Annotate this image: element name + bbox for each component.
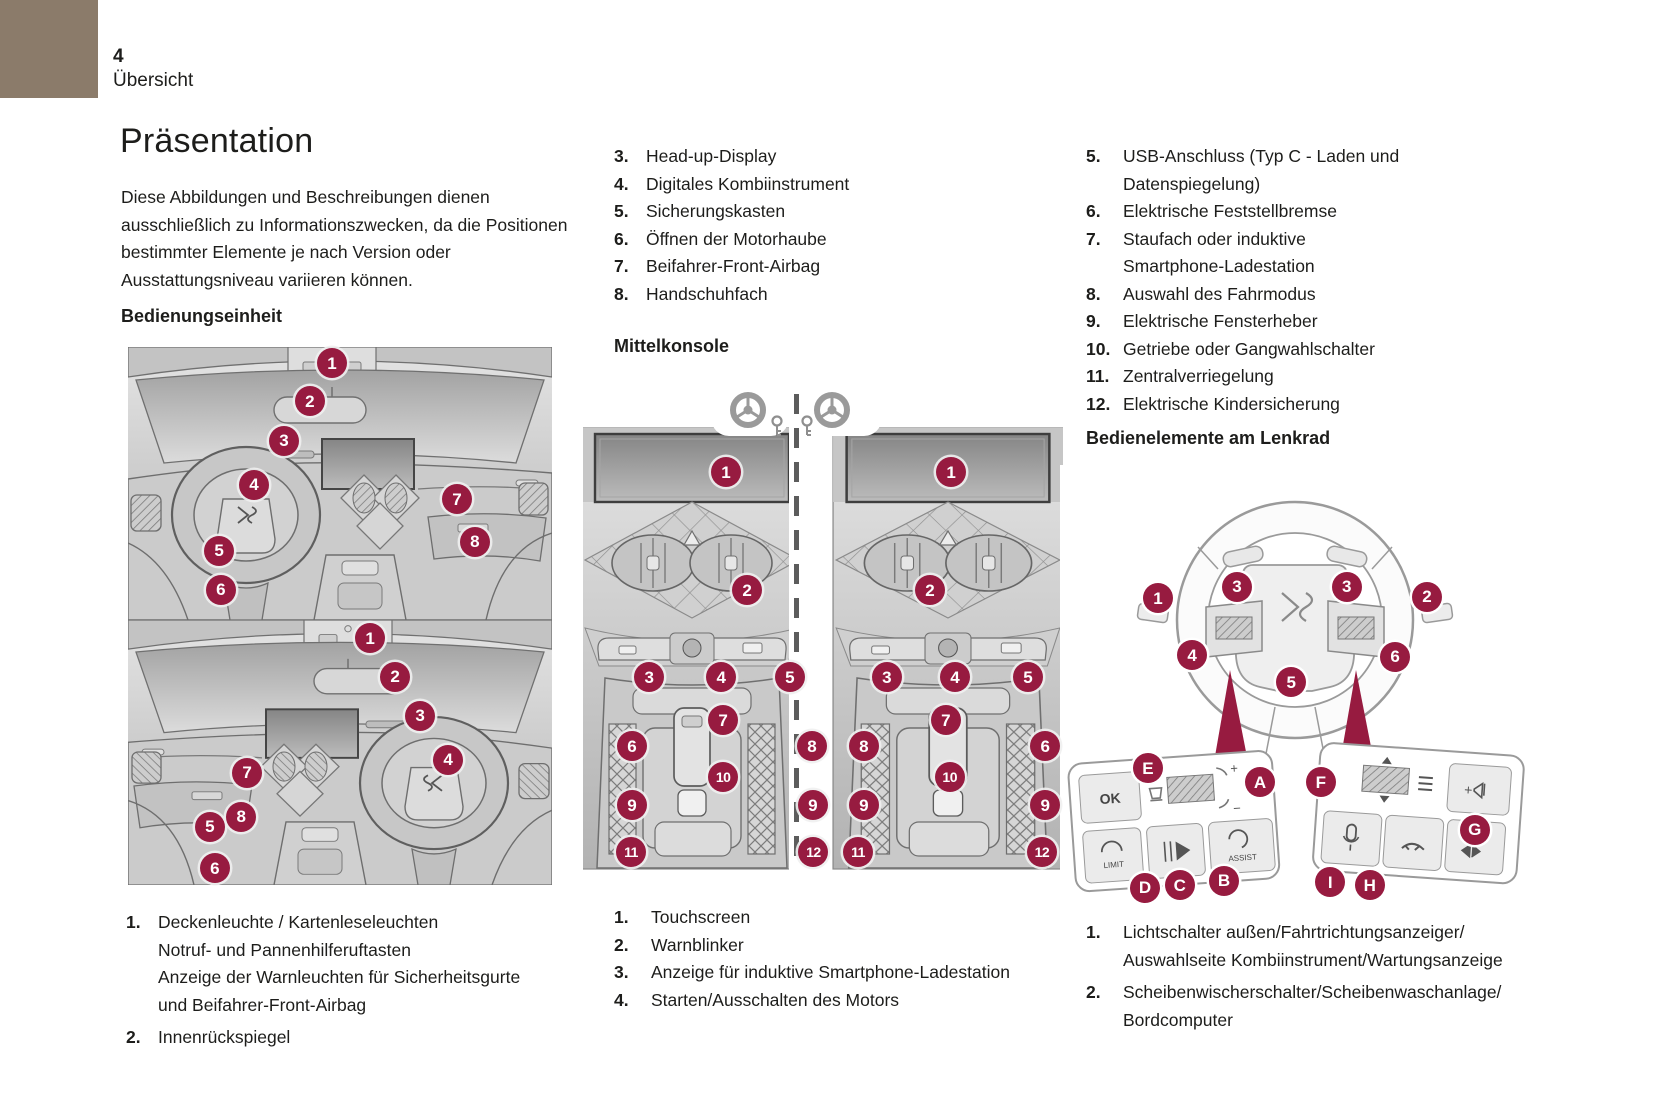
- list-item-number: 8.: [1086, 283, 1101, 304]
- list-item-text: Digitales Kombiinstrument: [646, 173, 850, 194]
- list-item: [1086, 281, 1652, 309]
- list-item-text: Touchscreen: [651, 907, 751, 927]
- list-item-text: Lichtschalter außen/Fahrtrichtungsanzeiger/ Auswahlseite Kombiinstrument/Wartungsanzeige: [1123, 922, 1503, 970]
- list-item-text: Elektrische Kindersicherung: [1123, 393, 1340, 414]
- illustration-center-console: [583, 390, 1063, 870]
- list-item: [614, 198, 1014, 226]
- callout-badge-6: 6: [206, 575, 236, 605]
- callout-badge-3: 3: [872, 662, 902, 692]
- illustration-dashboard-rhd: [128, 620, 552, 885]
- page-title: Präsentation: [120, 122, 314, 160]
- list-item-text: Starten/Ausschalten des Motors: [651, 989, 900, 1010]
- list-item: [614, 904, 1060, 932]
- list-item: [614, 932, 1060, 960]
- list-item-text: Head-up-Display: [646, 146, 777, 166]
- callout-badge-6: 6: [1030, 731, 1060, 761]
- right-thumbwheel: [1338, 617, 1374, 639]
- callout-badge-11: 11: [843, 837, 873, 867]
- list-item-text: Zentralverriegelung: [1123, 366, 1274, 386]
- list-item: [1086, 226, 1652, 281]
- section-label: Übersicht: [113, 70, 194, 91]
- scroll-wheel: [1362, 765, 1410, 794]
- list-item: [1086, 391, 1652, 419]
- callout-badge-3: 3: [405, 701, 435, 731]
- callout-badge-3: 3: [634, 662, 664, 692]
- list-item-number: 1.: [1086, 922, 1101, 942]
- list-item-text: Getriebe oder Gangwahlschalter: [1123, 338, 1375, 359]
- svg-text:+: +: [1463, 781, 1473, 798]
- callout-badge-7: 7: [442, 484, 472, 514]
- list-item: [1086, 336, 1652, 364]
- callout-badge-10: 10: [708, 762, 738, 792]
- dashboard-drawing-mirrored: [128, 620, 552, 885]
- subheading-bedienungseinheit: Bedienungseinheit: [121, 306, 283, 326]
- callout-badge-F: F: [1306, 767, 1336, 797]
- callout-badge-2: 2: [915, 575, 945, 605]
- list-item: [1086, 198, 1652, 226]
- list-item: [1086, 979, 1652, 1034]
- callout-badge-4: 4: [940, 662, 970, 692]
- callout-badge-4: 4: [433, 745, 463, 775]
- callout-badge-I: I: [1315, 867, 1345, 897]
- callout-badge-8: 8: [226, 802, 256, 832]
- subheading-bedienelemente-am-lenkrad: Bedienelemente am Lenkrad: [1086, 428, 1331, 448]
- callout-badge-1: 1: [355, 623, 385, 653]
- legend-list-dashboard-continued: [614, 143, 1014, 308]
- callout-badge-1: 1: [317, 348, 347, 378]
- list-item-text: Handschuhfach: [646, 283, 768, 304]
- callout-badge-2: 2: [1412, 582, 1442, 612]
- list-item-number: 5.: [1086, 146, 1101, 166]
- list-item-number: 5.: [614, 201, 629, 221]
- callout-badge-8: 8: [849, 731, 879, 761]
- list-item-text: Auswahl des Fahrmodus: [1123, 283, 1316, 304]
- list-item-text: Warnblinker: [651, 934, 744, 955]
- callout-badge-4: 4: [706, 662, 736, 692]
- list-item: [614, 143, 1014, 171]
- list-item-number: 2.: [126, 1027, 141, 1047]
- callout-badge-3: 3: [1222, 572, 1252, 602]
- callout-badge-9: 9: [1030, 790, 1060, 820]
- callout-badge-3: 3: [1332, 572, 1362, 602]
- list-item-text: Scheibenwischerschalter/Scheibenwaschanlage/ Bordcomputer: [1123, 982, 1502, 1030]
- subheading-mittelkonsole: Mittelkonsole: [614, 336, 730, 356]
- assist-label: ASSIST: [1228, 852, 1258, 864]
- limit-label: LIMIT: [1103, 859, 1125, 871]
- list-item-number: 3.: [614, 962, 629, 982]
- list-item-number: 1.: [126, 912, 141, 932]
- scroll-wheel: [1167, 774, 1215, 803]
- list-item: [126, 1024, 588, 1052]
- callout-badge-5: 5: [1276, 667, 1306, 697]
- callout-badge-1: 1: [936, 457, 966, 487]
- list-item-number: 12.: [1086, 393, 1111, 414]
- list-item-number: 1.: [614, 907, 629, 927]
- callout-badge-4: 4: [239, 470, 269, 500]
- legend-list-bedienungseinheit: [126, 909, 588, 1052]
- callout-badge-A: A: [1245, 767, 1275, 797]
- list-item: [614, 226, 1014, 254]
- callout-badge-9: 9: [617, 790, 647, 820]
- list-item: [1086, 919, 1652, 974]
- list-item: [614, 171, 1014, 199]
- list-item-number: 11.: [1086, 366, 1110, 386]
- callout-badge-10: 10: [935, 762, 965, 792]
- callout-badge-7: 7: [708, 705, 738, 735]
- callout-badge-8: 8: [460, 527, 490, 557]
- callout-badge-E: E: [1133, 753, 1163, 783]
- list-item: [614, 959, 1060, 987]
- list-item-number: 9.: [1086, 311, 1101, 331]
- list-item: [1086, 143, 1652, 198]
- list-item-text: Innenrückspiegel: [158, 1027, 291, 1047]
- illustration-steering-wheel-controls: [1060, 465, 1650, 900]
- callout-badge-7: 7: [931, 705, 961, 735]
- callout-badge-3: 3: [269, 426, 299, 456]
- callout-badge-H: H: [1355, 870, 1385, 900]
- callout-badge-12: 12: [1027, 837, 1057, 867]
- list-item-number: 10.: [1086, 338, 1111, 359]
- ok-label: OK: [1099, 789, 1122, 808]
- list-item-text: Elektrische Feststellbremse: [1123, 201, 1337, 221]
- list-item-text: Staufach oder induktive Smartphone-Ladestation: [1123, 228, 1315, 276]
- svg-text:−: −: [1232, 800, 1242, 816]
- callout-badge-2: 2: [732, 575, 762, 605]
- callout-badge-6: 6: [617, 731, 647, 761]
- list-item-number: 3.: [614, 146, 629, 166]
- voice-button: [1321, 811, 1382, 867]
- steering-wheel-drawing: [1060, 465, 1650, 900]
- legend-list-mittelkonsole: [614, 904, 1060, 1014]
- callout-badge-5: 5: [204, 536, 234, 566]
- list-item-number: 6.: [614, 228, 629, 249]
- list-item-text: Öffnen der Motorhaube: [646, 228, 827, 249]
- callout-badge-6: 6: [1380, 642, 1410, 672]
- list-item-number: 7.: [1086, 228, 1101, 249]
- callout-badge-7: 7: [232, 758, 262, 788]
- callout-badge-8: 8: [797, 731, 827, 761]
- legend-list-lenkrad: [1086, 919, 1652, 1034]
- legend-list-console-continued: [1086, 143, 1652, 418]
- callout-badge-9: 9: [798, 790, 828, 820]
- callout-badge-B: B: [1209, 866, 1239, 896]
- list-item-number: 7.: [614, 256, 629, 276]
- svg-text:+: +: [1229, 760, 1239, 776]
- list-item-text: Deckenleuchte / Kartenleseleuchten Notruf- und Pannenhilferuftasten Anzeige der Warnleuchten für Sicherheitsgurte und Beifahrer-Front-Airbag: [158, 912, 521, 1015]
- list-item-text: Elektrische Fensterheber: [1123, 311, 1318, 331]
- callout-badge-2: 2: [380, 662, 410, 692]
- list-item: [126, 909, 588, 1019]
- intro-paragraph: Diese Abbildungen und Beschreibungen dienen ausschließlich zu Informationszwecken, da die Positionen bestimmter Elemente je nach Version oder Ausstattungsniveau variieren können.: [121, 187, 568, 290]
- callout-badge-D: D: [1130, 873, 1160, 903]
- list-item: [614, 253, 1014, 281]
- callout-badge-2: 2: [295, 386, 325, 416]
- dashboard-drawing: [128, 347, 552, 620]
- callout-badge-12: 12: [798, 837, 828, 867]
- callout-badge-1: 1: [711, 457, 741, 487]
- right-keypad: [1312, 742, 1524, 884]
- list-item: [1086, 308, 1652, 336]
- list-item-text: Anzeige für induktive Smartphone-Ladestation: [651, 962, 1010, 982]
- list-item-number: 4.: [614, 989, 629, 1010]
- callout-badge-1: 1: [1143, 583, 1173, 613]
- left-thumbwheel: [1216, 617, 1252, 639]
- list-item-text: Sicherungskasten: [646, 201, 786, 221]
- list-item-number: 4.: [614, 173, 629, 194]
- list-item-number: 2.: [614, 934, 629, 955]
- list-item: [614, 281, 1014, 309]
- callout-badge-5: 5: [775, 662, 805, 692]
- callout-badge-5: 5: [195, 812, 225, 842]
- page-number: 4: [113, 46, 124, 67]
- list-item: [614, 987, 1060, 1015]
- callout-badge-C: C: [1165, 870, 1195, 900]
- brand-corner-block: [0, 0, 98, 98]
- illustration-dashboard-lhd: [128, 347, 552, 620]
- callout-badge-11: 11: [616, 837, 646, 867]
- list-item-number: 2.: [1086, 982, 1101, 1002]
- callout-badge-4: 4: [1177, 640, 1207, 670]
- list-item-number: 6.: [1086, 201, 1101, 221]
- limit-button: [1082, 827, 1143, 883]
- callout-badge-G: G: [1460, 815, 1490, 845]
- callout-badge-6: 6: [200, 853, 230, 883]
- list-item-text: Beifahrer-Front-Airbag: [646, 256, 821, 276]
- callout-badge-5: 5: [1013, 662, 1043, 692]
- volume-button: [1447, 763, 1512, 815]
- callout-badge-9: 9: [849, 790, 879, 820]
- list-item-number: 8.: [614, 283, 629, 304]
- list-item-text: USB-Anschluss (Typ C - Laden und Datenspiegelung): [1123, 146, 1400, 194]
- list-item: [1086, 363, 1652, 391]
